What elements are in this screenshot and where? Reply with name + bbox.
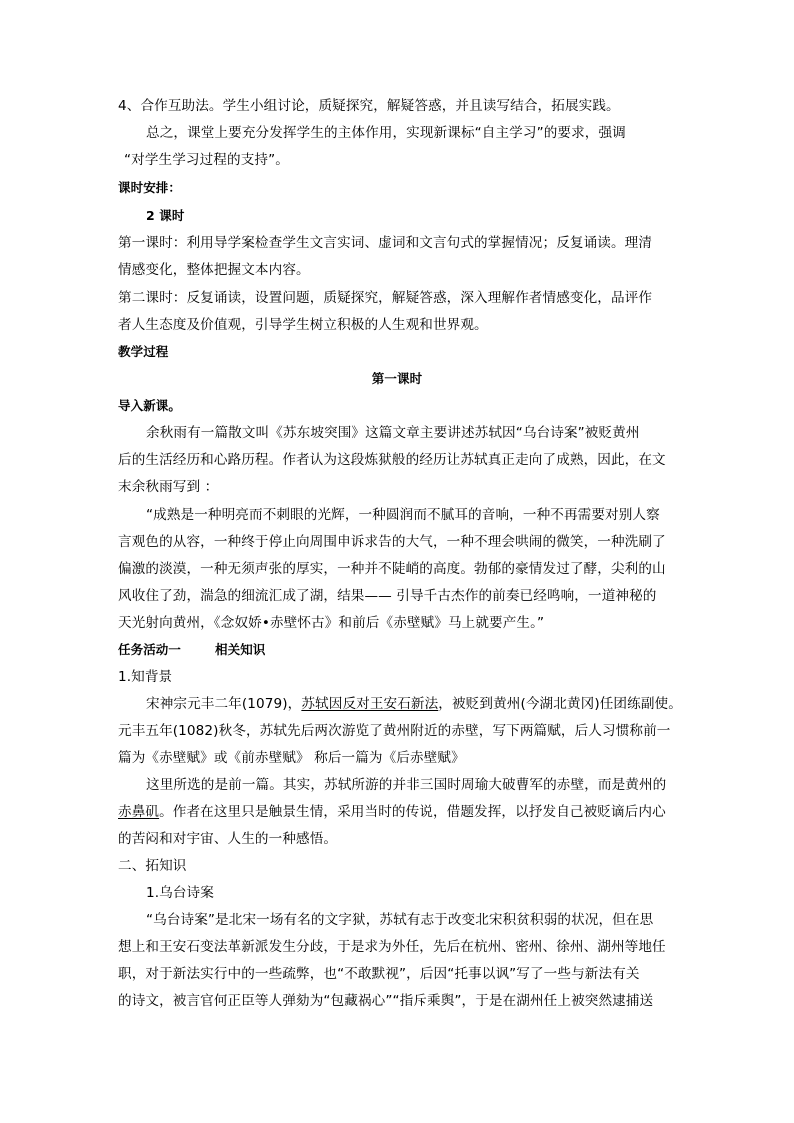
underlined-text: 赤鼻矶 bbox=[118, 804, 160, 820]
text-line: 末余秋雨写到 ： bbox=[118, 479, 219, 495]
text-span: 宋神宗元丰二年(1079)， bbox=[146, 696, 302, 712]
heading-first-lesson: 第一课时 bbox=[371, 371, 423, 386]
subheading: 1.知背景 bbox=[118, 669, 173, 685]
text-line: 元丰五年(1082)秋冬，苏轼先后两次游览了黄州附近的赤壁，写下两篇赋，后人习惯称前一 bbox=[118, 723, 671, 739]
text-line: 想上和王安石变法革新派发生分歧，于是求为外任，先后在杭州、密州、徐州、湖州等地任 bbox=[118, 939, 666, 955]
heading-intro: 导入新课。 bbox=[118, 398, 182, 413]
heading-task bbox=[118, 641, 265, 659]
text-line: 余秋雨有一篇散文叫《苏东坡突围》这篇文章主要讲述苏轼因“乌台诗案”被贬黄州 bbox=[146, 425, 640, 441]
text-line: 4、合作互助法。学生小组讨论，质疑探究，解疑答惑，并且读写结合，拓展实践。 bbox=[118, 98, 620, 114]
text-span: ，被贬到黄州(今湖北黄冈)任团练副使。 bbox=[438, 696, 682, 712]
quote-line: 天光射向黄州，《念奴娇•赤壁怀古》和前后《赤壁赋》马上就要产生。” bbox=[118, 615, 545, 631]
heading-process: 教学过程 bbox=[118, 344, 169, 359]
quote-line: 言观色的从容，一种终于停止向周围申诉求告的大气，一种不理会哄闹的微笑，一种洗刷了 bbox=[118, 534, 666, 550]
subheading: 二、拓知识 bbox=[118, 858, 187, 874]
text-line bbox=[118, 803, 666, 821]
text-line: 的苦闷和对宇宙、人生的一种感悟。 bbox=[118, 831, 338, 847]
underlined-text: 苏轼因反对王安石新法 bbox=[301, 696, 439, 712]
text-line: “乌台诗案”是北宋一场有名的文字狱，苏轼有志于改变北宋积贫积弱的状况，但在思 bbox=[146, 912, 654, 928]
text-line: 者人生态度及价值观，引导学生树立积极的人生观和世界观。 bbox=[118, 317, 488, 333]
heading-task-label: 任务活动一 bbox=[118, 642, 182, 657]
text-line: 职，对于新法实行中的一些疏弊，也“不敢默视”，后因“托事以讽”写了一些与新法有关 bbox=[118, 966, 640, 982]
heading-schedule: 课时安排： bbox=[118, 180, 182, 195]
text-line: 这里所选的是前一篇。其实，苏轼所游的并非三国时周瑜大破曹军的赤壁，而是黄州的 bbox=[146, 777, 667, 793]
text-line: 第一课时：利用导学案检查学生文言实词、虚词和文言句式的掌握情况；反复诵读。理清 bbox=[118, 235, 653, 251]
heading-hours: 2 课时 bbox=[146, 208, 185, 223]
quote-line: 偏激的淡漠，一种无须声张的厚实，一种并不陡峭的高度。勃郁的豪情发过了酵，尖利的山 bbox=[118, 561, 666, 577]
heading-task-title: 相关知识 bbox=[215, 642, 266, 657]
text-line: 总之，课堂上要充分发挥学生的主体作用，实现新课标“自主学习”的要求，强调 bbox=[146, 125, 626, 141]
quote-line: 风收住了劲，湍急的细流汇成了湖，结果—— 引导千古杰作的前奏已经鸣响，一道神秘的 bbox=[118, 588, 657, 604]
text-line: 后的生活经历和心路历程。作者认为这段炼狱般的经历让苏轼真正走向了成熟，因此，在文 bbox=[118, 452, 666, 468]
text-line: 篇为《赤壁赋》或《前赤壁赋》 称后一篇为《后赤壁赋》 bbox=[118, 750, 465, 766]
quote-line: “成熟是一种明亮而不刺眼的光辉，一种圆润而不腻耳的音响，一种不再需要对别人察 bbox=[146, 507, 660, 523]
subheading: 1.乌台诗案 bbox=[146, 885, 214, 901]
text-span: 。作者在这里只是触景生情，采用当时的传说，借题发挥，以抒发自己被贬谪后内心 bbox=[159, 804, 666, 820]
text-line: 情感变化，整体把握文本内容。 bbox=[118, 262, 310, 278]
text-line bbox=[146, 695, 682, 713]
text-line: 第二课时：反复诵读，设置问题，质疑探究，解疑答惑，深入理解作者情感变化，品评作 bbox=[118, 290, 653, 306]
text-line: 的诗文，被言官何正臣等人弹劾为“包藏祸心”“指斥乘舆”，于是在湖州任上被突然逮捕送 bbox=[118, 993, 654, 1009]
text-line: “对学生学习过程的支持”。 bbox=[124, 152, 289, 168]
